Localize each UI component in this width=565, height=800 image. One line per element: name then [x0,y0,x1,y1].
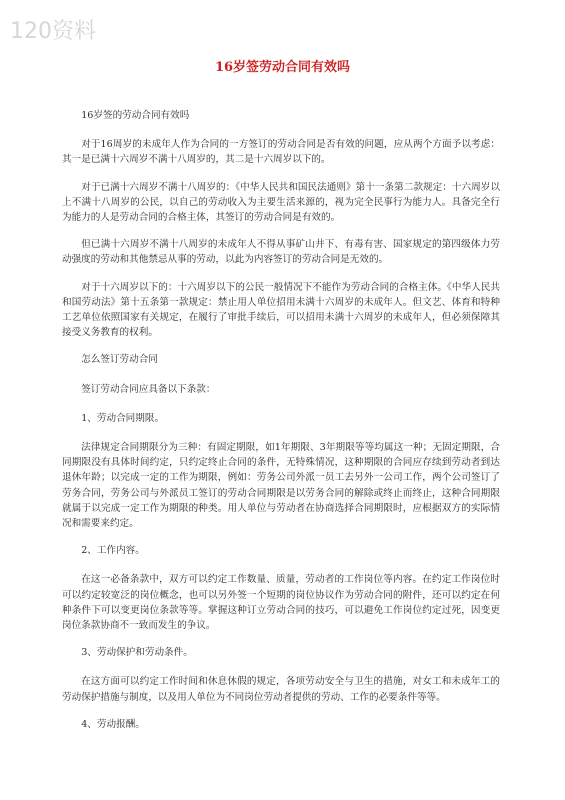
paragraph: 对于16周岁的未成年人作为合同的一方签订的劳动合同是否有效的问题，应从两个方面予以考虑：其一是已满十六周岁不满十八周岁的，其二是十六周岁以下的。 [62,139,500,166]
paragraph: 签订劳动合同应具备以下条款： [81,383,216,395]
clause-heading: 4、劳动报酬。 [81,718,145,730]
paragraph: 但已满十六周岁不满十八周岁的未成年人不得从事矿山井下、有毒有害、国家规定的第四级体力劳动强度的劳动和其他禁忌从事的劳动，以此为内容签订的劳动合同是无效的。 [62,239,500,266]
document-body [62,108,500,746]
clause-heading: 2、工作内容。 [81,545,145,557]
document-title: 16岁签劳动合同有效吗 [214,60,351,75]
paragraph: 在这一必备条款中，双方可以约定工作数量、质量，劳动者的工作岗位等内容。在约定工作岗位时可以约定较宽泛的岗位概念，也可以另外签一个短期的岗位协议作为劳动合同的附件，还可以约定在何种条件下可以变更岗位条款等等。掌握这种订立劳动合同的技巧，可以避免工作岗位约定过死，因变更岗位条款协商不一致而发生的争议。 [62,574,500,632]
clause-heading: 1、劳动合同期限。 [81,412,165,424]
watermark-logo: 120资料 [10,19,96,44]
paragraph: 对于十六周岁以下的：十六周岁以下的公民一般情况下不能作为劳动合同的合格主体。《中华人民共和国劳动法》第十五条第一款规定：禁止用人单位招用未满十六周岁的未成年人。但文艺、体育和特种工艺单位依照国家有关规定，在履行了审批手续后，可以招用未满十六周岁的未成年人，但必须保障其接受义务教育的权利。 [62,281,500,339]
paragraph: 在这方面可以约定工作时间和休息休假的规定，各项劳动安全与卫生的措施，对女工和未成年工的劳动保护措施与制度，以及用人单位为不同岗位劳动者提供的劳动、工作的必要条件等等。 [62,676,500,703]
section-heading: 怎么签订劳动合同 [81,354,158,366]
paragraph: 法律规定合同期限分为三种：有固定期限，如1年期限、3年期限等等均属这一种；无固定期限，合同期限没有具体时间约定，只约定终止合同的条件，无特殊情况，这种期限的合同应存续到劳动者到达退休年龄；以完成一定的工作为期限，例如：劳务公司外派一员工去另外一公司工作，两个公司签订了劳务合同，劳务公司与外派员工签订的劳动合同期限是以劳务合同的解除或终止而终止，这种合同期限就属于以完成一定工作为期限的种类。用人单位与劳动者在协商选择合同期限时，应根据双方的实际情况和需要来约定。 [62,442,500,530]
paragraph: 对于已满十六周岁不满十八周岁的：《中华人民共和国民法通则》第十一条第二款规定：十六周岁以上不满十八周岁的公民，以自己的劳动收入为主要生活来源的，视为完全民事行为能力人。具备完全行为能力的人是劳动合同的合格主体，其签订的劳动合同是有效的。 [62,181,500,224]
paragraph-intro-heading: 16岁签的劳动合同有效吗 [81,110,190,121]
clause-heading: 3、劳动保护和劳动条件。 [81,647,193,659]
